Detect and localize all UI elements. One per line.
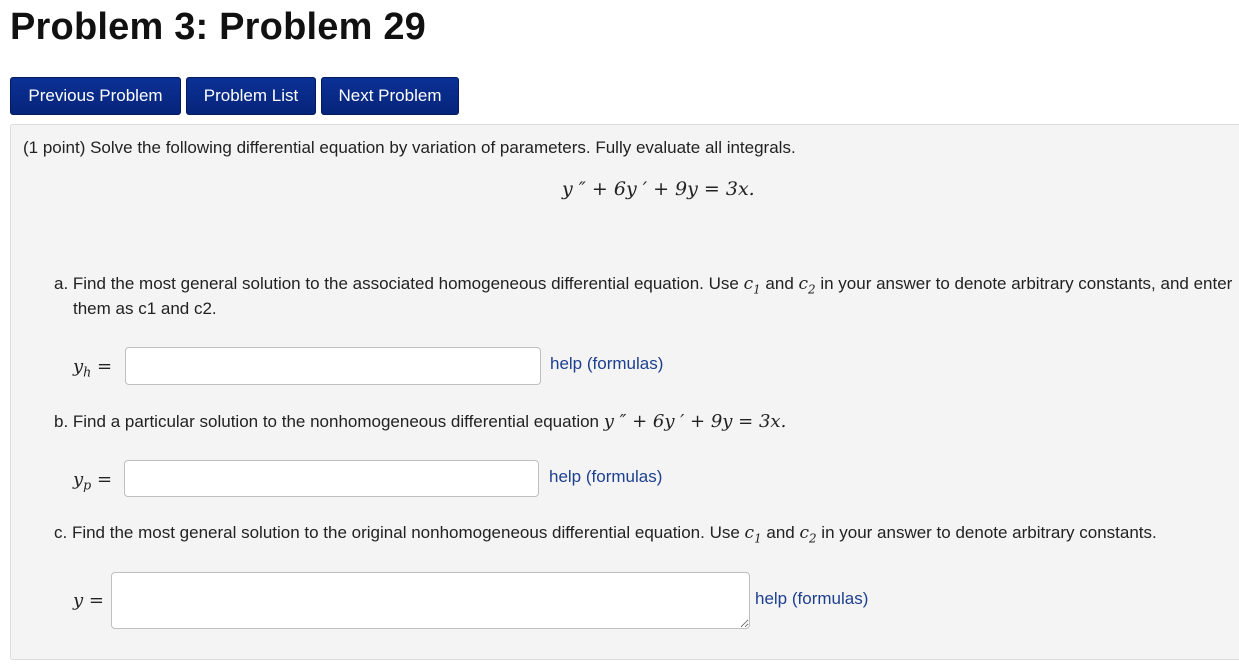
problem-list-button[interactable]: Problem List — [186, 77, 316, 115]
c2-symbol: $c_2$ — [798, 274, 816, 297]
c2-symbol: $c_2$ — [799, 523, 817, 546]
part-b-help-link[interactable]: help (formulas) — [549, 467, 663, 486]
part-a-help-link[interactable]: help (formulas) — [550, 354, 664, 373]
part-a-instructions: a. Find the most general solution to the associated homogeneous differential equation. Use $c_1$ and $c_2$ in your answer to denote arbitrary constants, and enter — [54, 274, 1233, 297]
part-b-instructions: b. Find a particular solution to the nonhomogeneous differential equation y ″ + 6y ′ + 9y = 3x. — [54, 411, 787, 432]
y-answer-textarea[interactable] — [111, 572, 750, 629]
c1-symbol: $c_1$ — [744, 523, 762, 546]
part-c-instructions: c. Find the most general solution to the original nonhomogeneous differential equation. Use $c_1$ and $c_2$ in your answer to denote arbitrary constants. — [54, 523, 1157, 546]
y-label: y = — [73, 590, 104, 611]
display-equation: y ″ + 6y ′ + 9y = 3x. — [562, 178, 755, 200]
part-c-help-link[interactable]: help (formulas) — [755, 589, 869, 608]
yp-label: $y_p$ = — [73, 469, 113, 493]
next-problem-button[interactable]: Next Problem — [321, 77, 459, 115]
yh-answer-input[interactable] — [125, 347, 541, 385]
yh-label: $y_h$ = — [73, 356, 113, 380]
part-a-instructions-cont: them as c1 and c2. — [73, 299, 217, 318]
yp-answer-input[interactable] — [124, 460, 539, 497]
problem-statement: (1 point) Solve the following differential equation by variation of parameters. Fully evaluate all integrals. — [23, 138, 796, 157]
part-b-equation: y ″ + 6y ′ + 9y = 3x. — [603, 411, 787, 432]
previous-problem-button[interactable]: Previous Problem — [10, 77, 181, 115]
c1-symbol: $c_1$ — [743, 274, 761, 297]
page-title: Problem 3: Problem 29 — [10, 6, 427, 48]
